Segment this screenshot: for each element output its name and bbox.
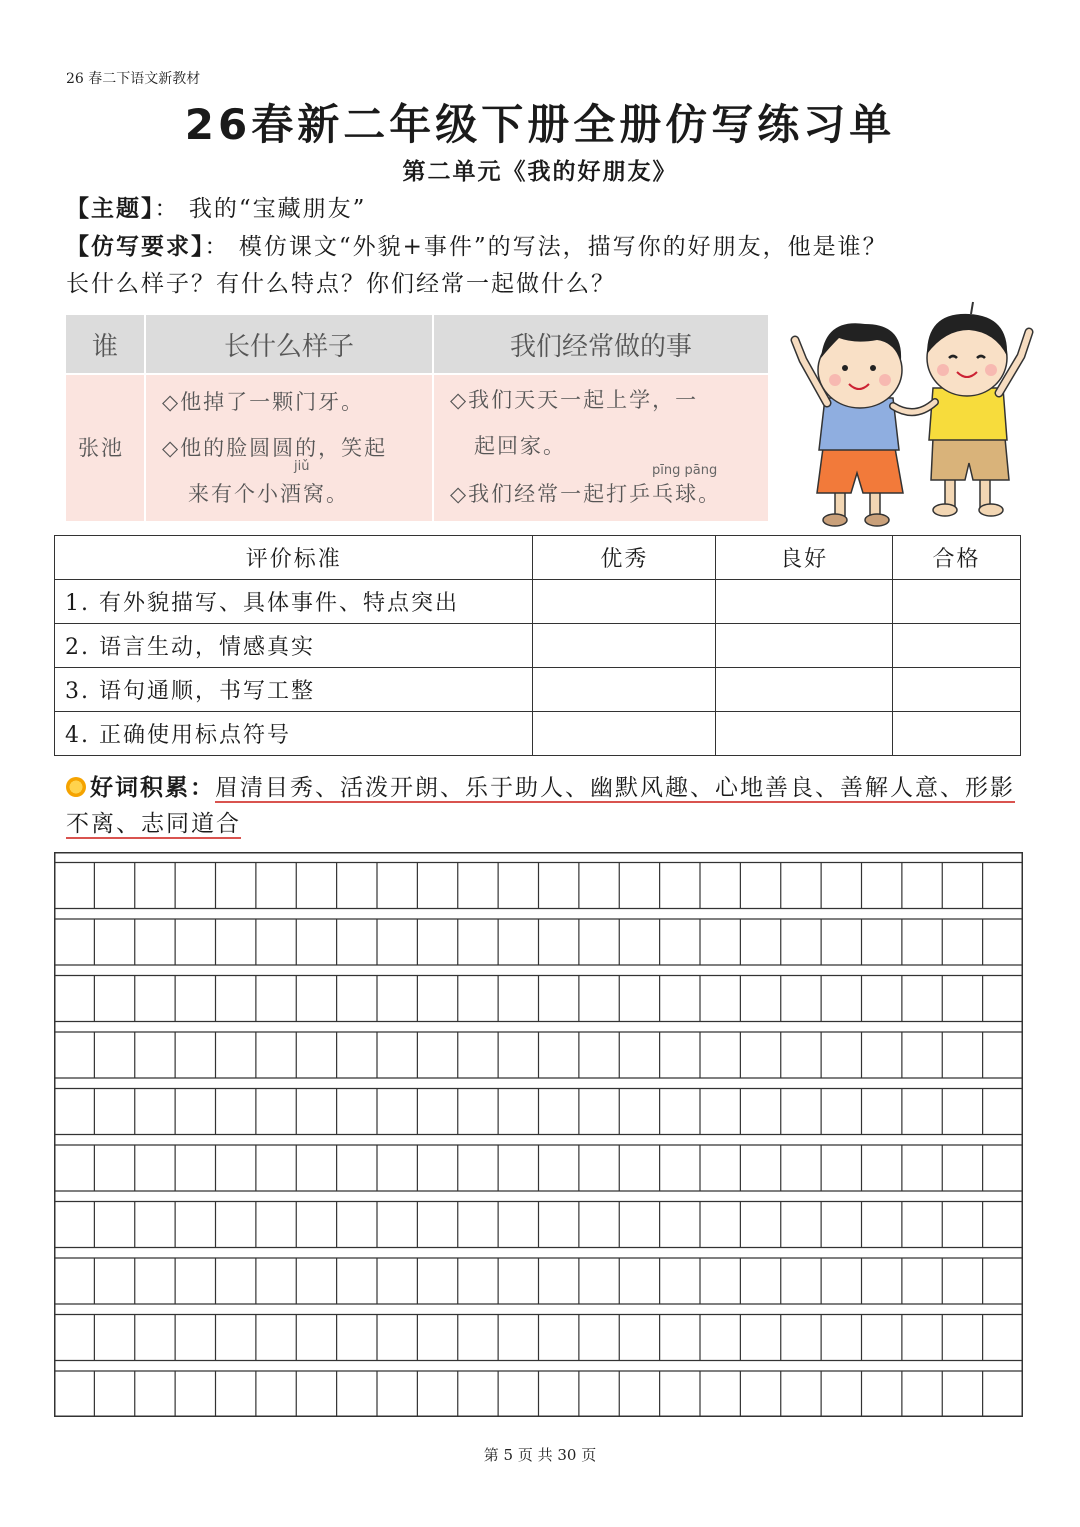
- eval-cell-excellent[interactable]: [533, 580, 716, 624]
- friends-illustration: [785, 298, 1045, 530]
- theme-text: 我的“宝藏朋友”: [188, 196, 367, 222]
- eval-header-pass: 合格: [893, 536, 1021, 580]
- ref-looks-line-2: ◇他的脸圆圆的，笑起: [162, 436, 388, 460]
- page-footer: 第 5 页 共 30 页: [483, 1446, 597, 1464]
- ref-activities-line-2: 起回家。: [474, 434, 566, 458]
- eval-header-excellent: 优秀: [533, 536, 716, 580]
- unit-subtitle: 第二单元《我的好朋友》: [402, 158, 678, 185]
- ref-cell-looks: [146, 375, 432, 521]
- table-row: [55, 712, 1021, 756]
- theme-label: 【主题】: [66, 195, 155, 222]
- ref-activities-line-1: ◇我们天天一起上学，一: [450, 388, 699, 412]
- theme-colon: ：: [154, 196, 180, 222]
- good-words-list: 眉清目秀、活泼开朗、乐于助人、幽默风趣、心地善良、善解人意、形影不离、志同道合: [66, 775, 1015, 837]
- ref-divider: [144, 315, 146, 521]
- eval-criterion: 4. 正确使用标点符号: [55, 712, 533, 756]
- ref-header-looks: 长什么样子: [146, 315, 432, 373]
- good-words-label: 好词积累：: [90, 774, 215, 801]
- requirement-line-2: [66, 265, 616, 303]
- header-tag: 26 春二下语文新教材: [66, 71, 201, 87]
- sun-bullet-icon: [66, 777, 86, 797]
- eval-cell-pass[interactable]: [893, 624, 1021, 668]
- eval-cell-good[interactable]: [716, 712, 893, 756]
- reference-table: [66, 315, 768, 521]
- requirement-line-1: [66, 228, 888, 266]
- eval-criterion: 3. 语句通顺，书写工整: [55, 668, 533, 712]
- eval-cell-good[interactable]: [716, 624, 893, 668]
- ref-cell-activities: [434, 375, 768, 521]
- ref-looks-line-1: ◇他掉了一颗门牙。: [162, 390, 365, 414]
- requirement-text-2: 长什么样子？有什么特点？你们经常一起做什么？: [66, 271, 616, 297]
- ref-divider: [432, 315, 434, 521]
- ref-cell-who: [66, 375, 144, 521]
- evaluation-table: [54, 535, 1021, 756]
- ref-looks-line-3: 来有个小酒窝。: [188, 482, 349, 506]
- ref-who-name: 张池: [78, 436, 124, 460]
- eval-cell-good[interactable]: [716, 668, 893, 712]
- eval-criterion: 2. 语言生动，情感真实: [55, 624, 533, 668]
- good-words-section: [66, 770, 1026, 842]
- eval-cell-excellent[interactable]: [533, 624, 716, 668]
- requirement-label: 【仿写要求】: [66, 233, 205, 260]
- ref-activities-pinyin: pīng pāng: [652, 463, 718, 478]
- table-row: [55, 624, 1021, 668]
- requirement-text-1: 模仿课文“外貌+事件”的写法，描写你的好朋友，他是谁？: [238, 234, 888, 260]
- writing-grid[interactable]: [54, 852, 1023, 1418]
- ref-looks-pinyin: jiǔ: [294, 459, 310, 474]
- ref-header-activities: 我们经常做的事: [434, 315, 768, 373]
- eval-cell-pass[interactable]: [893, 712, 1021, 756]
- eval-cell-excellent[interactable]: [533, 668, 716, 712]
- theme-line: [66, 190, 366, 228]
- eval-cell-good[interactable]: [716, 580, 893, 624]
- requirement-colon: ：: [204, 234, 230, 260]
- table-row: [55, 580, 1021, 624]
- eval-header-criteria: 评价标准: [55, 536, 533, 580]
- ref-header-who: 谁: [66, 315, 144, 373]
- ref-activities-line-3: ◇我们经常一起打乒乓球。: [450, 482, 722, 506]
- eval-cell-pass[interactable]: [893, 668, 1021, 712]
- evaluation-header-row: [55, 536, 1021, 580]
- eval-cell-pass[interactable]: [893, 580, 1021, 624]
- eval-header-good: 良好: [716, 536, 893, 580]
- table-row: [55, 668, 1021, 712]
- page-title: 26春新二年级下册全册仿写练习单: [184, 100, 896, 149]
- eval-cell-excellent[interactable]: [533, 712, 716, 756]
- eval-criterion: 1. 有外貌描写、具体事件、特点突出: [55, 580, 533, 624]
